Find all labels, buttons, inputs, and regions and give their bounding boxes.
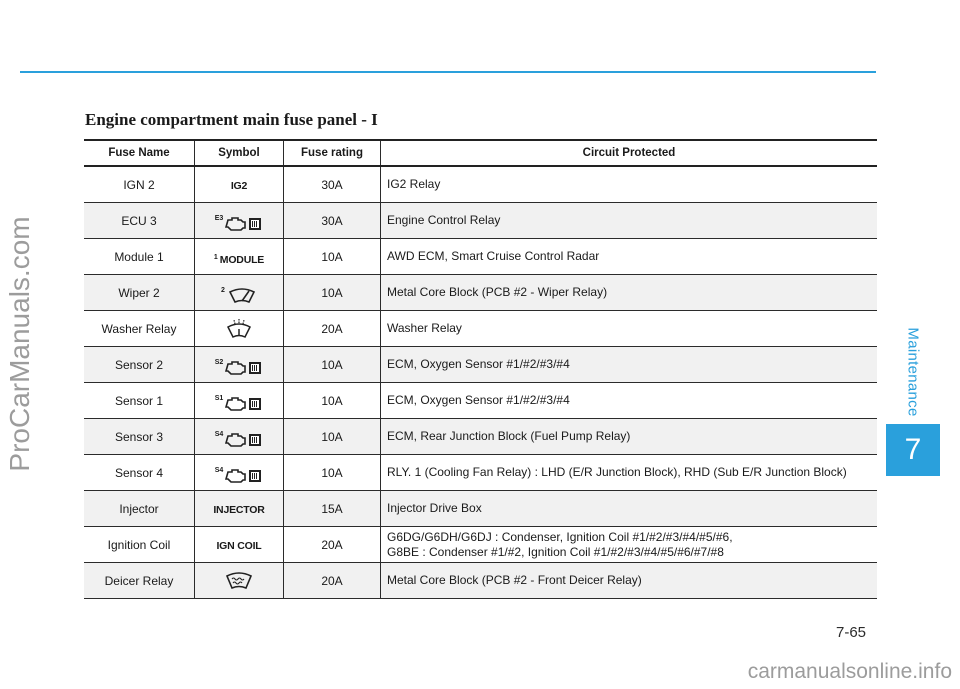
- fuse-name-cell: Ignition Coil: [84, 527, 195, 563]
- fuse-rating-cell: 30A: [284, 166, 381, 203]
- fuse-symbol: [221, 287, 257, 305]
- fuse-name-cell: Sensor 1: [84, 383, 195, 419]
- fuse-name-cell: Injector: [84, 491, 195, 527]
- fuse-rating-cell: 10A: [284, 239, 381, 275]
- circuit-protected-cell: [381, 239, 878, 275]
- circuit-line: RLY. 1 (Cooling Fan Relay) : LHD (E/R Junction Block), RHD (Sub E/R Junction Block): [387, 465, 847, 479]
- table-row: [84, 563, 877, 599]
- fuse-symbol: [224, 571, 254, 591]
- fuse-symbol-text: IGN COIL: [216, 539, 262, 552]
- fuse-symbol: [215, 395, 264, 413]
- fuse-symbol: [215, 359, 264, 377]
- circuit-protected-cell: [381, 563, 878, 599]
- fuse-rating-cell: 10A: [284, 383, 381, 419]
- fuse-symbol-cell: [195, 419, 284, 455]
- fuse-name-cell: Sensor 2: [84, 347, 195, 383]
- fuse-table: [84, 139, 877, 599]
- fuse-rating-cell: 10A: [284, 347, 381, 383]
- table-row: [84, 383, 877, 419]
- fuse-symbol-cell: [195, 311, 284, 347]
- table-row: [84, 166, 877, 203]
- side-watermark: ProCarManuals.com: [4, 216, 35, 472]
- circuit-line: Engine Control Relay: [387, 213, 501, 227]
- circuit-line: ECM, Oxygen Sensor #1/#2/#3/#4: [387, 357, 570, 371]
- circuit-line: G8BE : Condenser #1/#2, Ignition Coil #1/#2/#3/#4/#5/#6/#7/#8: [387, 544, 724, 559]
- table-row: [84, 311, 877, 347]
- fuse-symbol: [213, 504, 264, 516]
- fuse-rating-cell: 20A: [284, 311, 381, 347]
- header-fuse-rating: Fuse rating: [284, 140, 381, 166]
- circuit-protected-cell: [381, 527, 878, 563]
- header-symbol: Symbol: [195, 140, 284, 166]
- fuse-rating-cell: 10A: [284, 455, 381, 491]
- engine-icon: [225, 215, 263, 233]
- engine-icon: [225, 467, 263, 485]
- circuit-protected-cell: [381, 491, 878, 527]
- table-row: [84, 203, 877, 239]
- fuse-symbol-text: MODULE: [219, 253, 265, 266]
- circuit-line: Injector Drive Box: [387, 501, 482, 515]
- circuit-line: G6DG/G6DH/G6DJ : Condenser, Ignition Coil #1/#2/#3/#4/#5/#6,: [387, 529, 733, 544]
- circuit-line: ECM, Oxygen Sensor #1/#2/#3/#4: [387, 393, 570, 407]
- fuse-table-body: [84, 166, 877, 599]
- fuse-symbol: [215, 215, 264, 233]
- fuse-symbol-cell: [195, 239, 284, 275]
- fuse-symbol-cell: [195, 347, 284, 383]
- table-row: [84, 239, 877, 275]
- page-number: 7-65: [836, 624, 867, 641]
- circuit-protected-cell: [381, 455, 878, 491]
- engine-icon: [225, 431, 263, 449]
- circuit-protected-cell: [381, 166, 878, 203]
- circuit-protected-cell: [381, 311, 878, 347]
- fuse-symbol-cell: [195, 527, 284, 563]
- fuse-symbol: [215, 431, 264, 449]
- fuse-symbol-superscript: E3: [214, 214, 224, 222]
- chapter-number-tab: 7: [886, 424, 940, 476]
- fuse-symbol-cell: [195, 203, 284, 239]
- fuse-symbol-superscript: S1: [214, 394, 224, 402]
- fuse-symbol: [231, 180, 247, 192]
- header-fuse-name: Fuse Name: [84, 140, 195, 166]
- fuse-symbol-text: IG2: [230, 179, 248, 192]
- footer-watermark: carmanualsonline.info: [747, 660, 952, 683]
- fuse-rating-cell: 20A: [284, 563, 381, 599]
- fuse-name-cell: Washer Relay: [84, 311, 195, 347]
- circuit-line: IG2 Relay: [387, 177, 441, 191]
- fuse-symbol: [224, 318, 254, 340]
- fuse-symbol-cell: [195, 455, 284, 491]
- circuit-line: Metal Core Block (PCB #2 - Front Deicer Relay): [387, 573, 642, 587]
- fuse-rating-cell: 10A: [284, 419, 381, 455]
- fuse-symbol-superscript: 1: [213, 253, 218, 261]
- circuit-line: ECM, Rear Junction Block (Fuel Pump Relay): [387, 429, 631, 443]
- fuse-symbol-cell: [195, 166, 284, 203]
- table-row: [84, 455, 877, 491]
- circuit-line: Washer Relay: [387, 321, 462, 335]
- table-row: [84, 419, 877, 455]
- fuse-name-cell: Sensor 3: [84, 419, 195, 455]
- fuse-name-cell: Sensor 4: [84, 455, 195, 491]
- fuse-rating-cell: 30A: [284, 203, 381, 239]
- header-circuit-protected: Circuit Protected: [381, 140, 878, 166]
- engine-icon: [225, 395, 263, 413]
- table-row: [84, 491, 877, 527]
- fuse-rating-cell: 20A: [284, 527, 381, 563]
- fuse-symbol: [215, 467, 264, 485]
- fuse-symbol-text: INJECTOR: [213, 503, 265, 516]
- fuse-symbol-superscript: 2: [221, 286, 225, 294]
- table-row: [84, 275, 877, 311]
- table-header-row: [84, 140, 877, 166]
- fuse-symbol-cell: [195, 563, 284, 599]
- fuse-symbol-superscript: S4: [214, 430, 224, 438]
- circuit-protected-cell: [381, 383, 878, 419]
- table-row: [84, 347, 877, 383]
- deicer-icon: [224, 571, 254, 591]
- fuse-symbol-cell: [195, 275, 284, 311]
- fuse-name-cell: Wiper 2: [84, 275, 195, 311]
- circuit-protected-cell: [381, 203, 878, 239]
- fuse-rating-cell: 15A: [284, 491, 381, 527]
- fuse-name-cell: ECU 3: [84, 203, 195, 239]
- engine-icon: [225, 359, 263, 377]
- circuit-protected-cell: [381, 347, 878, 383]
- circuit-line: AWD ECM, Smart Cruise Control Radar: [387, 249, 600, 263]
- fuse-symbol-superscript: S4: [214, 466, 224, 474]
- header-rule: [20, 71, 876, 73]
- fuse-name-cell: Module 1: [84, 239, 195, 275]
- fuse-symbol: [216, 540, 261, 552]
- fuse-rating-cell: 10A: [284, 275, 381, 311]
- circuit-line: Metal Core Block (PCB #2 - Wiper Relay): [387, 285, 608, 299]
- fuse-name-cell: Deicer Relay: [84, 563, 195, 599]
- table-row: [84, 527, 877, 563]
- wiper-icon: [227, 287, 257, 305]
- circuit-protected-cell: [381, 275, 878, 311]
- section-title: Engine compartment main fuse panel - I: [85, 110, 378, 129]
- section-tab-label: Maintenance: [904, 327, 922, 417]
- fuse-symbol-cell: [195, 383, 284, 419]
- circuit-protected-cell: [381, 419, 878, 455]
- fuse-symbol-superscript: S2: [214, 358, 224, 366]
- fuse-symbol-cell: [195, 491, 284, 527]
- fuse-symbol: [214, 254, 264, 266]
- fuse-name-cell: IGN 2: [84, 166, 195, 203]
- washer-icon: [224, 318, 254, 340]
